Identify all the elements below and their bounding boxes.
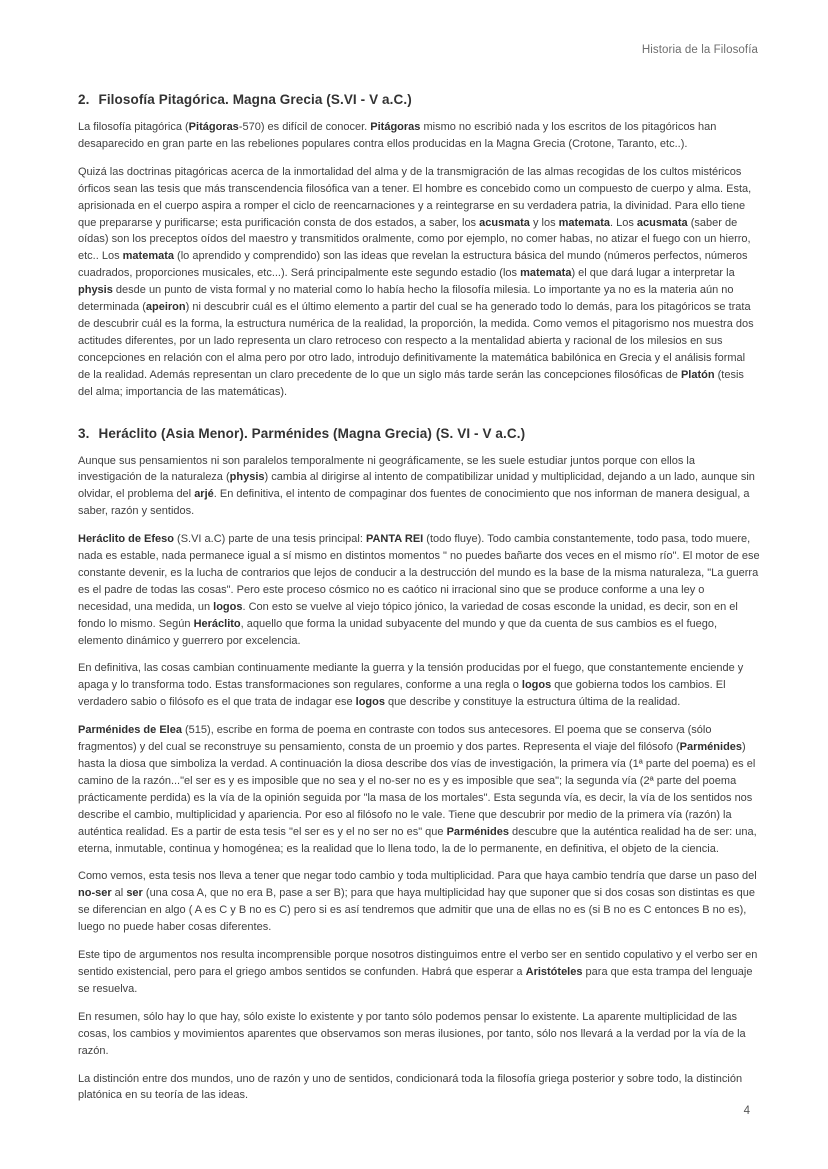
- bold-run: Parménides: [446, 825, 509, 838]
- text-run: . Los: [609, 216, 637, 229]
- text-run: y los: [529, 216, 559, 229]
- text-run: ) hasta la diosa que simboliza la verdad. A continuación la diosa describe dos vías de investigación, la primera vía (1ª parte del poema) es el camino de la razón..."el ser es y es imposible que no sea y el no-ser no es y es imposible que sea"; la segunda vía (2ª parte del poema prácticamente perdida) es la vía de la opinión seguida por "la masa de los mortales". Esta segunda vía, es decir, la vía de los sentidos nos describe el cambio, multiplicidad y apariencia. Por eso al filósofo no le vale. Tiene que descubrir por medio de la primera vía (razón) la auténtica realidad. Es a partir de esta tesis "el ser es y el no ser no es" que: [78, 741, 756, 838]
- text-run: (saber de oídas) son los preceptos oídos del maestro y transmitidos oralmente, como por ejemplo, no comer habas, no atizar el fuego con un hierro, etc.. Los: [78, 216, 751, 263]
- bold-run: logos: [521, 679, 552, 692]
- text-run: La distinción entre dos mundos, uno de razón y uno de sentidos, condicionará toda la filosofía griega posterior y sobre todo, la distinción platónica en su teoría de las ideas.: [78, 1072, 743, 1102]
- text-run: En definitiva, las cosas cambian continuamente mediante la guerra y la tensión producidas por el fuego, que constantemente enciende y apaga y lo transforma todo. Estas transformaciones son regulares, conforme a una regla o: [78, 662, 744, 692]
- paragraph: [78, 453, 760, 521]
- text-run: ) ni descubrir cuál es el último elemento a partir del cual se ha generado todo lo demás, para los pitagóricos se trata de descubrir cuál es la forma, la estructura numérica de la realidad, la proporción, la medida. Como vemos el pitagorismo nos muestra dos actitudes diferentes, por un lado representa un claro retroceso con respecto a la mentalidad abierta y racional de los milesios en sus concepciones en relación con el alma pero por otro lado, introdujo definitivamente la matemática babilónica en Grecia y el análisis formal de la realidad. Además representan un claro precedente de lo que un siglo más tarde serán las concepciones filosóficas de: [78, 301, 754, 381]
- bold-run: acusmata: [479, 216, 530, 229]
- bold-run: Parménides: [679, 741, 743, 754]
- paragraph: [78, 722, 760, 857]
- bold-run: Heráclito: [193, 617, 241, 630]
- text-run: desde un punto de vista formal y no material como lo había hecho la filosofía milesia. Lo importante ya no es la materia aún no determinada (: [78, 284, 734, 314]
- text-run: Quizá las doctrinas pitagóricas acerca de la inmortalidad del alma y de la transmigración de las almas recogidas de los cultos mistéricos órficos sean las tesis que más transcendencia filosófica van a tener. El hombre es concebido como un compuesto de cuerpo y alma. Esta, aprisionada en el cuerpo aspira a romper el ciclo de reencarnaciones y a reintegrarse en su verdadera patria, la divinidad. Para ello tiene que prepararse y purificarse; esta purificación consta de dos estados, a saber, los: [78, 165, 752, 229]
- text-run: Este tipo de argumentos nos resulta incomprensible porque nosotros distinguimos entre el verbo ser en sentido copulativo y el verbo ser en sentido existencial, pero para el griego ambos sentidos se confunden. Habrá que esperar a: [78, 949, 758, 978]
- bold-run: arjé: [194, 488, 214, 501]
- paragraph: [78, 531, 760, 649]
- page-footer: [744, 1105, 750, 1117]
- bold-run: logos: [355, 696, 385, 709]
- bold-run: PANTA REI: [365, 533, 424, 546]
- text-run: , aquello que forma la unidad subyacente del mundo y que da cuenta de sus cambios es el fuego, elemento dinámico y guerrero por excelencia.: [78, 617, 718, 647]
- text-run: Aunque sus pensamientos ni son paralelos temporalmente ni geográficamente, se les suele estudiar juntos porque con ellos la investigación de la naturaleza (: [78, 454, 695, 484]
- text-run: que describe y constituye la estructura última de la realidad.: [384, 696, 681, 709]
- text-run: (tesis del alma; importancia de las matemáticas).: [78, 368, 744, 398]
- section-number: 3.: [78, 425, 90, 441]
- paragraph: [78, 119, 760, 153]
- document-content: [78, 92, 760, 1115]
- paragraph: [78, 164, 760, 401]
- text-run: En resumen, sólo hay lo que hay, sólo existe lo existente y por tanto sólo podemos pensar lo existente. La aparente multiplicidad de las cosas, los cambios y movimientos aparentes que observamos son meras ilusiones, por tanto, sólo nos llevará a la verdad por la vía de la razón.: [78, 1010, 746, 1057]
- header-title: Historia de la Filosofía: [641, 44, 758, 56]
- paragraph: [78, 1071, 760, 1105]
- bold-run: no-ser: [78, 887, 112, 900]
- bold-run: Platón: [680, 368, 715, 381]
- text-run: La filosofía pitagórica (: [78, 121, 189, 133]
- bold-run: acusmata: [636, 216, 688, 229]
- bold-run: Parménides de Elea: [78, 724, 182, 737]
- bold-run: logos: [213, 600, 243, 613]
- text-run: . En definitiva, el intento de compaginar dos fuentes de conocimiento que nos informan de manera desigual, a saber, razón y sentidos.: [78, 488, 750, 518]
- text-run: Como vemos, esta tesis nos lleva a tener que negar todo cambio y toda multiplicidad. Para que haya cambio tendría que darse un paso del: [78, 870, 757, 883]
- bold-run: Heráclito de Efeso: [78, 533, 174, 546]
- section-title: Heráclito (Asia Menor). Parménides (Magna Grecia) (S. VI - V a.C.): [98, 425, 526, 441]
- bold-run: Pitágoras: [188, 121, 239, 133]
- text-run: mismo no escribió nada y los escritos de los pitagóricos han desaparecido en gran parte en las rebeliones populares contra ellos producidas en la Magna Grecia (Crotone, Taranto, etc..).: [78, 121, 717, 150]
- text-run: descubre que la auténtica realidad ha de ser: una, eterna, inmutable, continua y homogénea; es la realidad que lo llena todo, la de lo permanente, en definitiva, el objeto de la ciencia.: [78, 825, 757, 855]
- text-run: . Con esto se vuelve al viejo tópico jónico, la variedad de cosas esconde la unidad, es decir, son en el fondo lo mismo. Según: [78, 600, 738, 630]
- paragraph: [78, 660, 760, 711]
- bold-run: matemata: [122, 250, 174, 263]
- text-run: ) el que dará lugar a interpretar la: [571, 267, 735, 280]
- text-run: ) cambia al dirigirse al intento de compatibilizar unidad y multiplicidad, dejando a un lado, aunque sin olvidar, el problema del: [78, 471, 755, 501]
- text-run: -570) es difícil de conocer.: [238, 121, 371, 133]
- paragraph: [78, 1009, 760, 1060]
- text-run: que gobierna todos los cambios. El verdadero sabio o filósofo es el que trata de indagar ese: [78, 679, 726, 709]
- text-run: al: [111, 887, 127, 900]
- bold-run: matemata: [520, 267, 572, 280]
- bold-run: Pitágoras: [370, 121, 421, 133]
- text-run: (lo aprendido y comprendido) son las ideas que revelan la estructura básica del mundo (números perfectos, números cuadrados, proporciones musicales, etc...). Será principalmente este segundo estadio (los: [78, 250, 748, 280]
- text-run: para que esta trampa del lenguaje se resuelva.: [78, 965, 753, 995]
- section-title: Filosofía Pitagórica. Magna Grecia (S.VI - V a.C.): [98, 92, 412, 107]
- section-heading: [78, 426, 760, 441]
- bold-run: physis: [229, 471, 265, 484]
- bold-run: Aristóteles: [525, 965, 583, 978]
- running-header: [642, 44, 758, 56]
- paragraph: [78, 868, 760, 936]
- page-number: 4: [743, 1105, 750, 1117]
- paragraph: [78, 947, 760, 998]
- bold-run: physis: [78, 284, 113, 297]
- text-run: (S.VI a.C) parte de una tesis principal:: [173, 533, 366, 546]
- section-heading: [78, 92, 760, 107]
- bold-run: matemata: [558, 216, 610, 229]
- text-run: (una cosa A, que no era B, pase a ser B); para que haya multiplicidad hay que suponer que si dos cosas son distintas es que se diferencian en algo ( A es C y B no es C) pero si es así tendremos que admitir que una de ellas no es (si B no es C entonces B no es), luego no puede haber cosas diferentes.: [78, 887, 755, 934]
- bold-run: ser: [126, 887, 143, 900]
- section-number: 2.: [78, 92, 90, 107]
- text-run: (todo fluye). Todo cambia constantemente, todo pasa, todo muere, nada es estable, nada permanece igual a sí mismo en distintos momentos " no puedes bañarte dos veces en el mismo río". El motor de ese constante devenir, es la lucha de contrarios que lejos de conducir a la destrucción del mundo es la base de la misma naturaleza, "La guerra es el padre de todas las cosas". Pero este proceso cósmico no es caótico ni irracional sino que se produce conforme a una ley o necesidad, una medida, un: [78, 533, 760, 613]
- text-run: (515), escribe en forma de poema en contraste con todos sus antecesores. El poema que se conserva (sólo fragmentos) y del cual se reconstruye su pensamiento, consta de un proemio y dos partes. Representa el viaje del filósofo (: [78, 724, 712, 754]
- bold-run: apeiron: [145, 301, 186, 314]
